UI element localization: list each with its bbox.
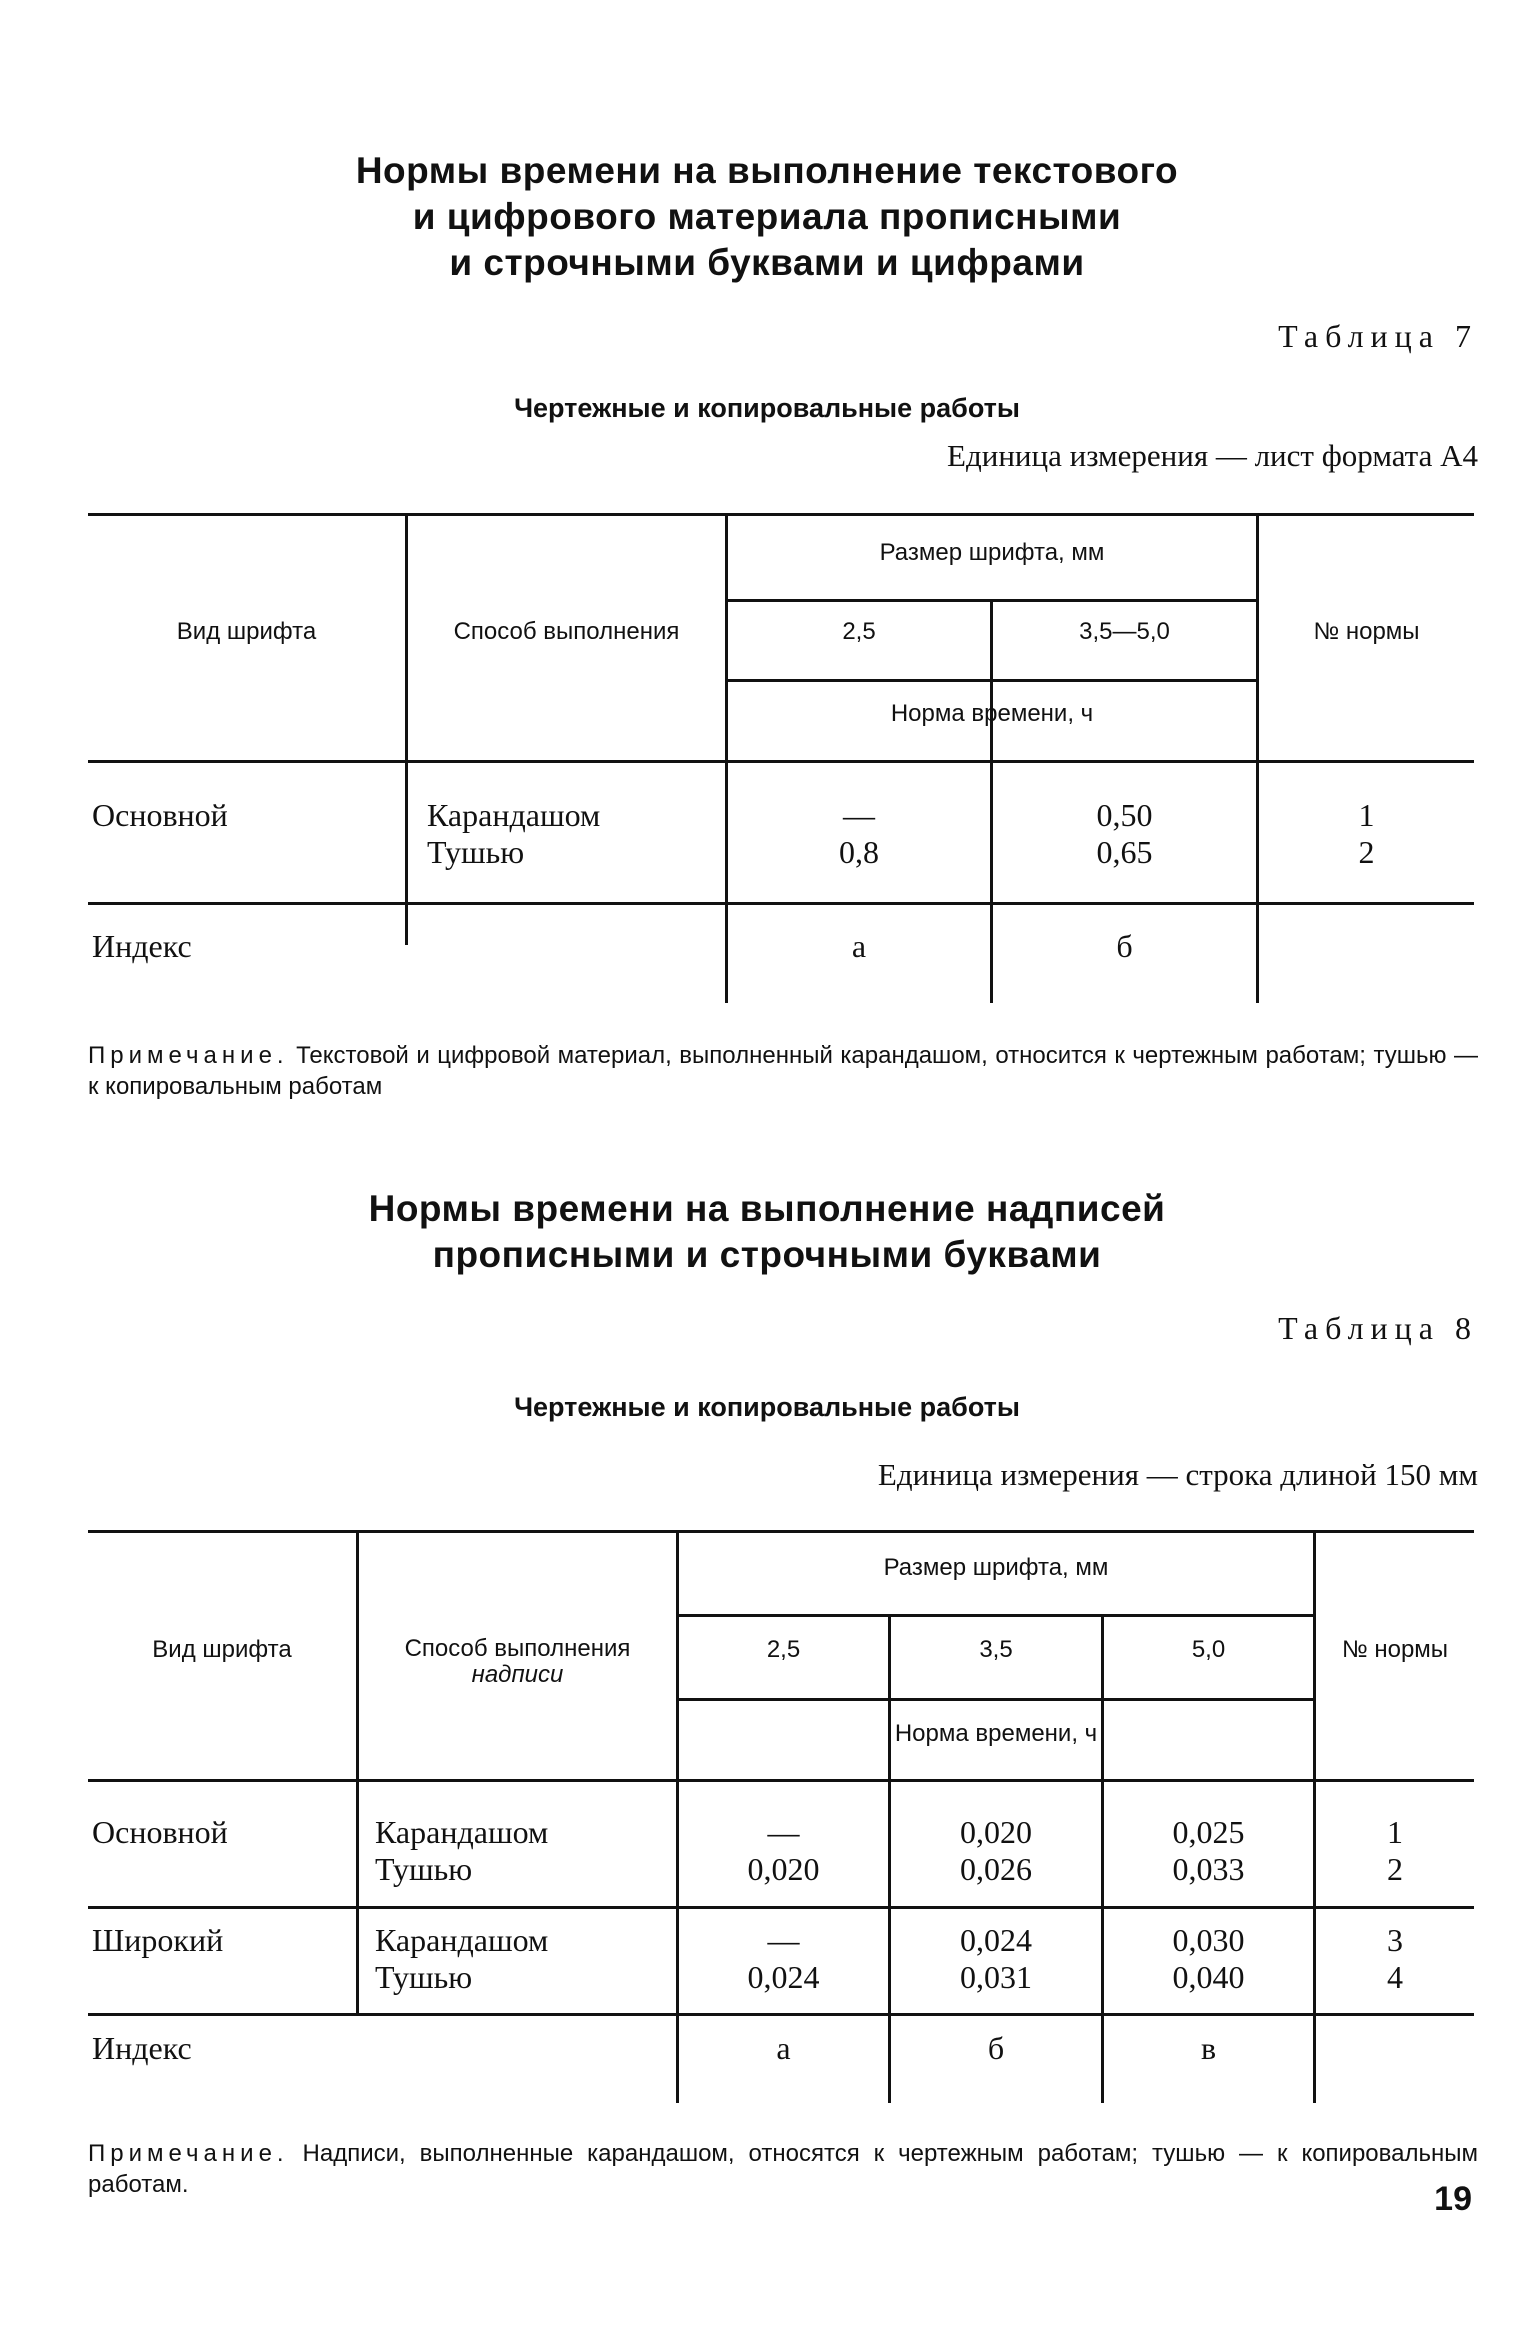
row-value: 0,025 0,033 [1172,1814,1245,1887]
section1-title-line: и цифрового материала прописными [412,196,1122,237]
section2-title-line: Нормы времени на выполнение надписей [368,1188,1166,1229]
row-sposob: Карандашом Тушью [375,1814,549,1887]
row-value: 0,50 0,65 [1096,797,1153,870]
header-nomer: № нормы [1313,618,1420,645]
header-norma: Норма времени, ч [890,700,1094,727]
section1-title-line: и строчными буквами и цифрами [449,242,1085,283]
header-nomer: № нормы [1341,1636,1449,1663]
page-number: 19 [1434,2180,1472,2218]
table8-label: Таблица 8 [1278,1310,1478,1346]
header-size: 3,5 [979,1636,1013,1663]
header-razmer: Размер шрифта, мм [879,539,1105,566]
index-value: в [1200,2030,1217,2066]
header-norma: Норма времени, ч [894,1720,1098,1747]
row-nomer: 1 2 [1387,1814,1403,1887]
row-sposob: Карандашом Тушью [375,1922,549,1995]
section1-title-line: Нормы времени на выполнение текстового [355,150,1179,191]
row-nomer: 3 4 [1387,1922,1403,1995]
table7-label: Таблица 7 [1278,318,1478,354]
row-value: — 0,8 [839,797,879,870]
row-vid: Основной [92,797,228,833]
header-sposob: Способ выполнения [453,618,680,645]
row-value: — 0,024 [747,1922,820,1995]
index-value: а [776,2030,791,2066]
header-razmer: Размер шрифта, мм [883,1554,1109,1581]
header-vid: Вид шрифта [152,1636,292,1663]
row-sposob: Карандашом Тушью [427,797,601,870]
header-sposob: Способ выполнения надписи [404,1635,631,1688]
header-size: 3,5—5,0 [1079,618,1170,645]
index-value: а [851,928,867,964]
section2-title [0,1186,1534,1278]
row-value: 0,020 0,026 [960,1814,1032,1887]
index-label: Индекс [92,2030,192,2066]
table8-subtitle: Чертежные и копировальные работы [514,1392,1020,1422]
section2-title-line: прописными и строчными буквами [432,1234,1102,1275]
row-value: 0,024 0,031 [960,1922,1032,1995]
row-value: — 0,020 [747,1814,820,1887]
table8-note: Примечание. Надписи, выполненные карандашом, относятся к чертежным работам; тушью — к копировальным работам. [88,2140,1478,2198]
header-size: 2,5 [766,1636,801,1663]
header-vid: Вид шрифта [176,618,317,645]
row-vid: Широкий [92,1922,224,1958]
header-size: 2,5 [842,618,876,645]
row-vid: Основной [92,1814,228,1850]
row-nomer: 1 2 [1358,797,1375,870]
table7-note: Примечание. Текстовой и цифровой материал, выполненный карандашом, относится к чертежным работам; тушью — к копировальным работам [88,1042,1478,1100]
section1-title [0,148,1534,286]
header-size: 5,0 [1191,1636,1226,1663]
table7-subtitle: Чертежные и копировальные работы [514,393,1020,423]
table7-unit: Единица измерения — лист формата А4 [947,438,1478,473]
index-value: б [1116,928,1133,964]
index-value: б [987,2030,1005,2066]
row-value: 0,030 0,040 [1172,1922,1245,1995]
index-label: Индекс [92,928,192,964]
table8-unit: Единица измерения — строка длиной 150 мм [877,1457,1478,1492]
